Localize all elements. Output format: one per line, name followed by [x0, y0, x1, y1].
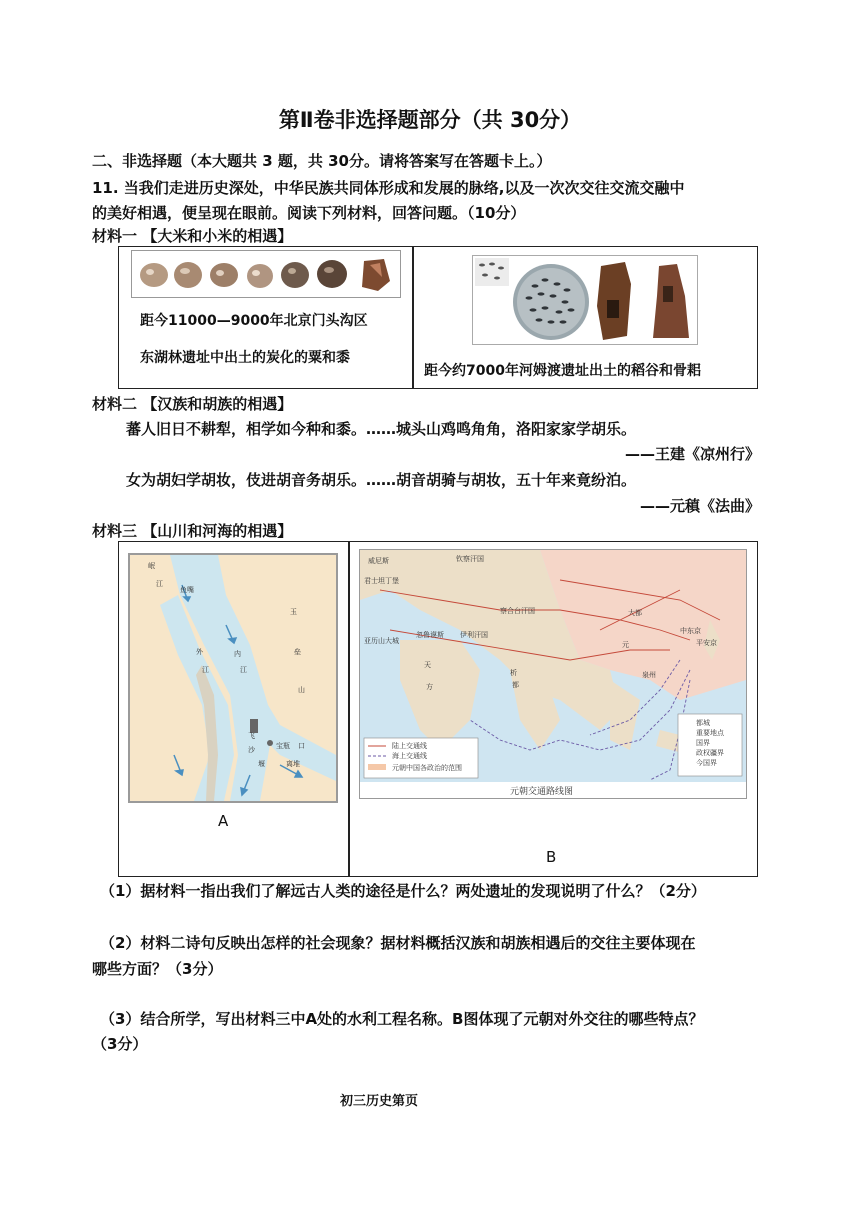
map-b-legend-land-route: 陆上交通线	[392, 742, 427, 750]
map-b-label-qincha: 钦察汗国	[456, 555, 484, 563]
map-b-legend-sea-route: 海上交通线	[392, 752, 427, 760]
map-b-label-dadu: 大都	[628, 609, 642, 617]
map-b-caption: 元朝交通路线图	[510, 787, 574, 797]
poem-1: 蕃人旧日不耕犁，相学如今种和黍。……城头山鸡鸣角角，洛阳家家学胡乐。	[126, 420, 637, 438]
page-footer: 初三历史第页	[340, 1094, 419, 1109]
millet-seeds-photo	[131, 250, 401, 298]
map-a-label-nei: 内	[234, 650, 241, 658]
map-b-label-venice: 威尼斯	[368, 557, 389, 565]
material3-divider	[348, 542, 350, 876]
poem-2-source: ——元稹《法曲》	[639, 497, 760, 515]
map-b-label-alexandria: 亚历山大城	[364, 637, 399, 645]
material3-heading: 材料三 【山川和河海的相遇】	[92, 522, 293, 540]
question-line-1: 11. 当我们走进历史深处，中华民族共同体形成和发展的脉络,以及一次次交往交流交融中	[92, 179, 685, 197]
material2-heading: 材料二 【汉族和胡族的相遇】	[92, 395, 293, 413]
subquestion-2-line-1: （2）材料二诗句反映出怎样的社会现象？据材料概括汉族和胡族相遇后的交往主要体现在	[100, 934, 696, 952]
map-b-label-zhongdongjing: 中东京	[680, 627, 701, 635]
subquestion-3-line-2: （3分）	[92, 1035, 148, 1053]
map-a-label-yuzui: 鱼嘴	[180, 586, 194, 594]
material1-left-caption-2: 东湖林遗址中出土的炭化的粟和黍	[140, 350, 350, 366]
map-b-label: B	[546, 848, 557, 866]
map-a-label: A	[218, 812, 229, 830]
map-b-label-yuan: 元	[622, 641, 629, 649]
map-a-label-lei: 垒	[294, 648, 301, 656]
map-a-label-wai: 外	[196, 648, 203, 656]
map-a-label-jiang3: 江	[240, 666, 247, 674]
map-b-label-tian: 天	[424, 661, 431, 669]
subquestion-2-line-2: 哪些方面？（3分）	[92, 960, 223, 978]
map-b-label-yili: 伊利汗国	[460, 631, 488, 639]
map-b-legend-modern-border: 今国界	[696, 759, 717, 767]
map-b-legend-place: 重要地点	[696, 729, 724, 737]
map-a-label-kou: 口	[298, 742, 305, 750]
map-b-legend-regime-border: 政权疆界	[696, 749, 724, 757]
map-a-label-baoping: 宝瓶	[276, 742, 290, 750]
question-line-2: 的美好相遇，便呈现在眼前。阅读下列材料，回答问题。（10分）	[92, 204, 526, 222]
material1-divider	[412, 247, 414, 388]
section-heading: 二、非选择题（本大题共 3 题，共 30分。请将答案写在答题卡上。）	[92, 152, 552, 170]
page-title: 第Ⅱ卷非选择题部分（共 30分）	[278, 108, 582, 132]
map-a-label-fei: 飞	[248, 732, 255, 740]
map-a-label-jiang1: 江	[156, 580, 163, 588]
map-a-label-sha: 沙	[248, 746, 255, 754]
map-a-label-lidui: 离堆	[286, 760, 300, 768]
map-b-label-quanzhou: 泉州	[642, 671, 656, 679]
poem-1-source: ——王建《凉州行》	[624, 445, 760, 463]
map-b-legend-yuan-range: 元朝中国各政治的范围	[392, 764, 462, 772]
poem-2: 女为胡妇学胡妆，伎进胡音务胡乐。……胡音胡骑与胡妆，五十年来竟纷泊。	[126, 471, 637, 489]
subquestion-3-line-1: （3）结合所学，写出材料三中A处的水利工程名称。B图体现了元朝对外交往的哪些特点？	[100, 1010, 704, 1028]
map-a-label-yan: 堰	[258, 760, 265, 768]
map-a-label-jiang2: 江	[202, 666, 209, 674]
map-a-dujiangyan	[128, 553, 338, 803]
map-b-label-chagatai: 察合台汗国	[500, 607, 535, 615]
map-b-label-hormuz: 忽鲁谟斯	[416, 631, 444, 639]
map-a-label-shan: 山	[298, 686, 305, 694]
map-b-label-xi: 析	[510, 669, 517, 677]
map-b-legend-capital: 都城	[696, 719, 710, 727]
material1-right-caption: 距今约7000年河姆渡遗址出土的稻谷和骨耜	[424, 363, 701, 379]
map-b-legend-border: 国界	[696, 739, 710, 747]
map-b-label-du: 都	[512, 681, 519, 689]
map-a-label-min: 岷	[148, 562, 155, 570]
map-a-label-yu: 玉	[290, 608, 297, 616]
rice-bone-spade-photo	[472, 255, 698, 345]
material1-heading: 材料一 【大米和小米的相遇】	[92, 227, 293, 245]
map-b-label-constantinople: 君士坦丁堡	[364, 577, 399, 585]
material1-left-caption-1: 距今11000—9000年北京门头沟区	[140, 313, 368, 329]
map-b-yuan-routes	[359, 549, 747, 799]
map-b-label-heian: 平安京	[696, 639, 717, 647]
subquestion-1: （1）据材料一指出我们了解远古人类的途径是什么？两处遗址的发现说明了什么？（2分）	[100, 882, 706, 900]
map-b-label-fang: 方	[426, 683, 433, 691]
